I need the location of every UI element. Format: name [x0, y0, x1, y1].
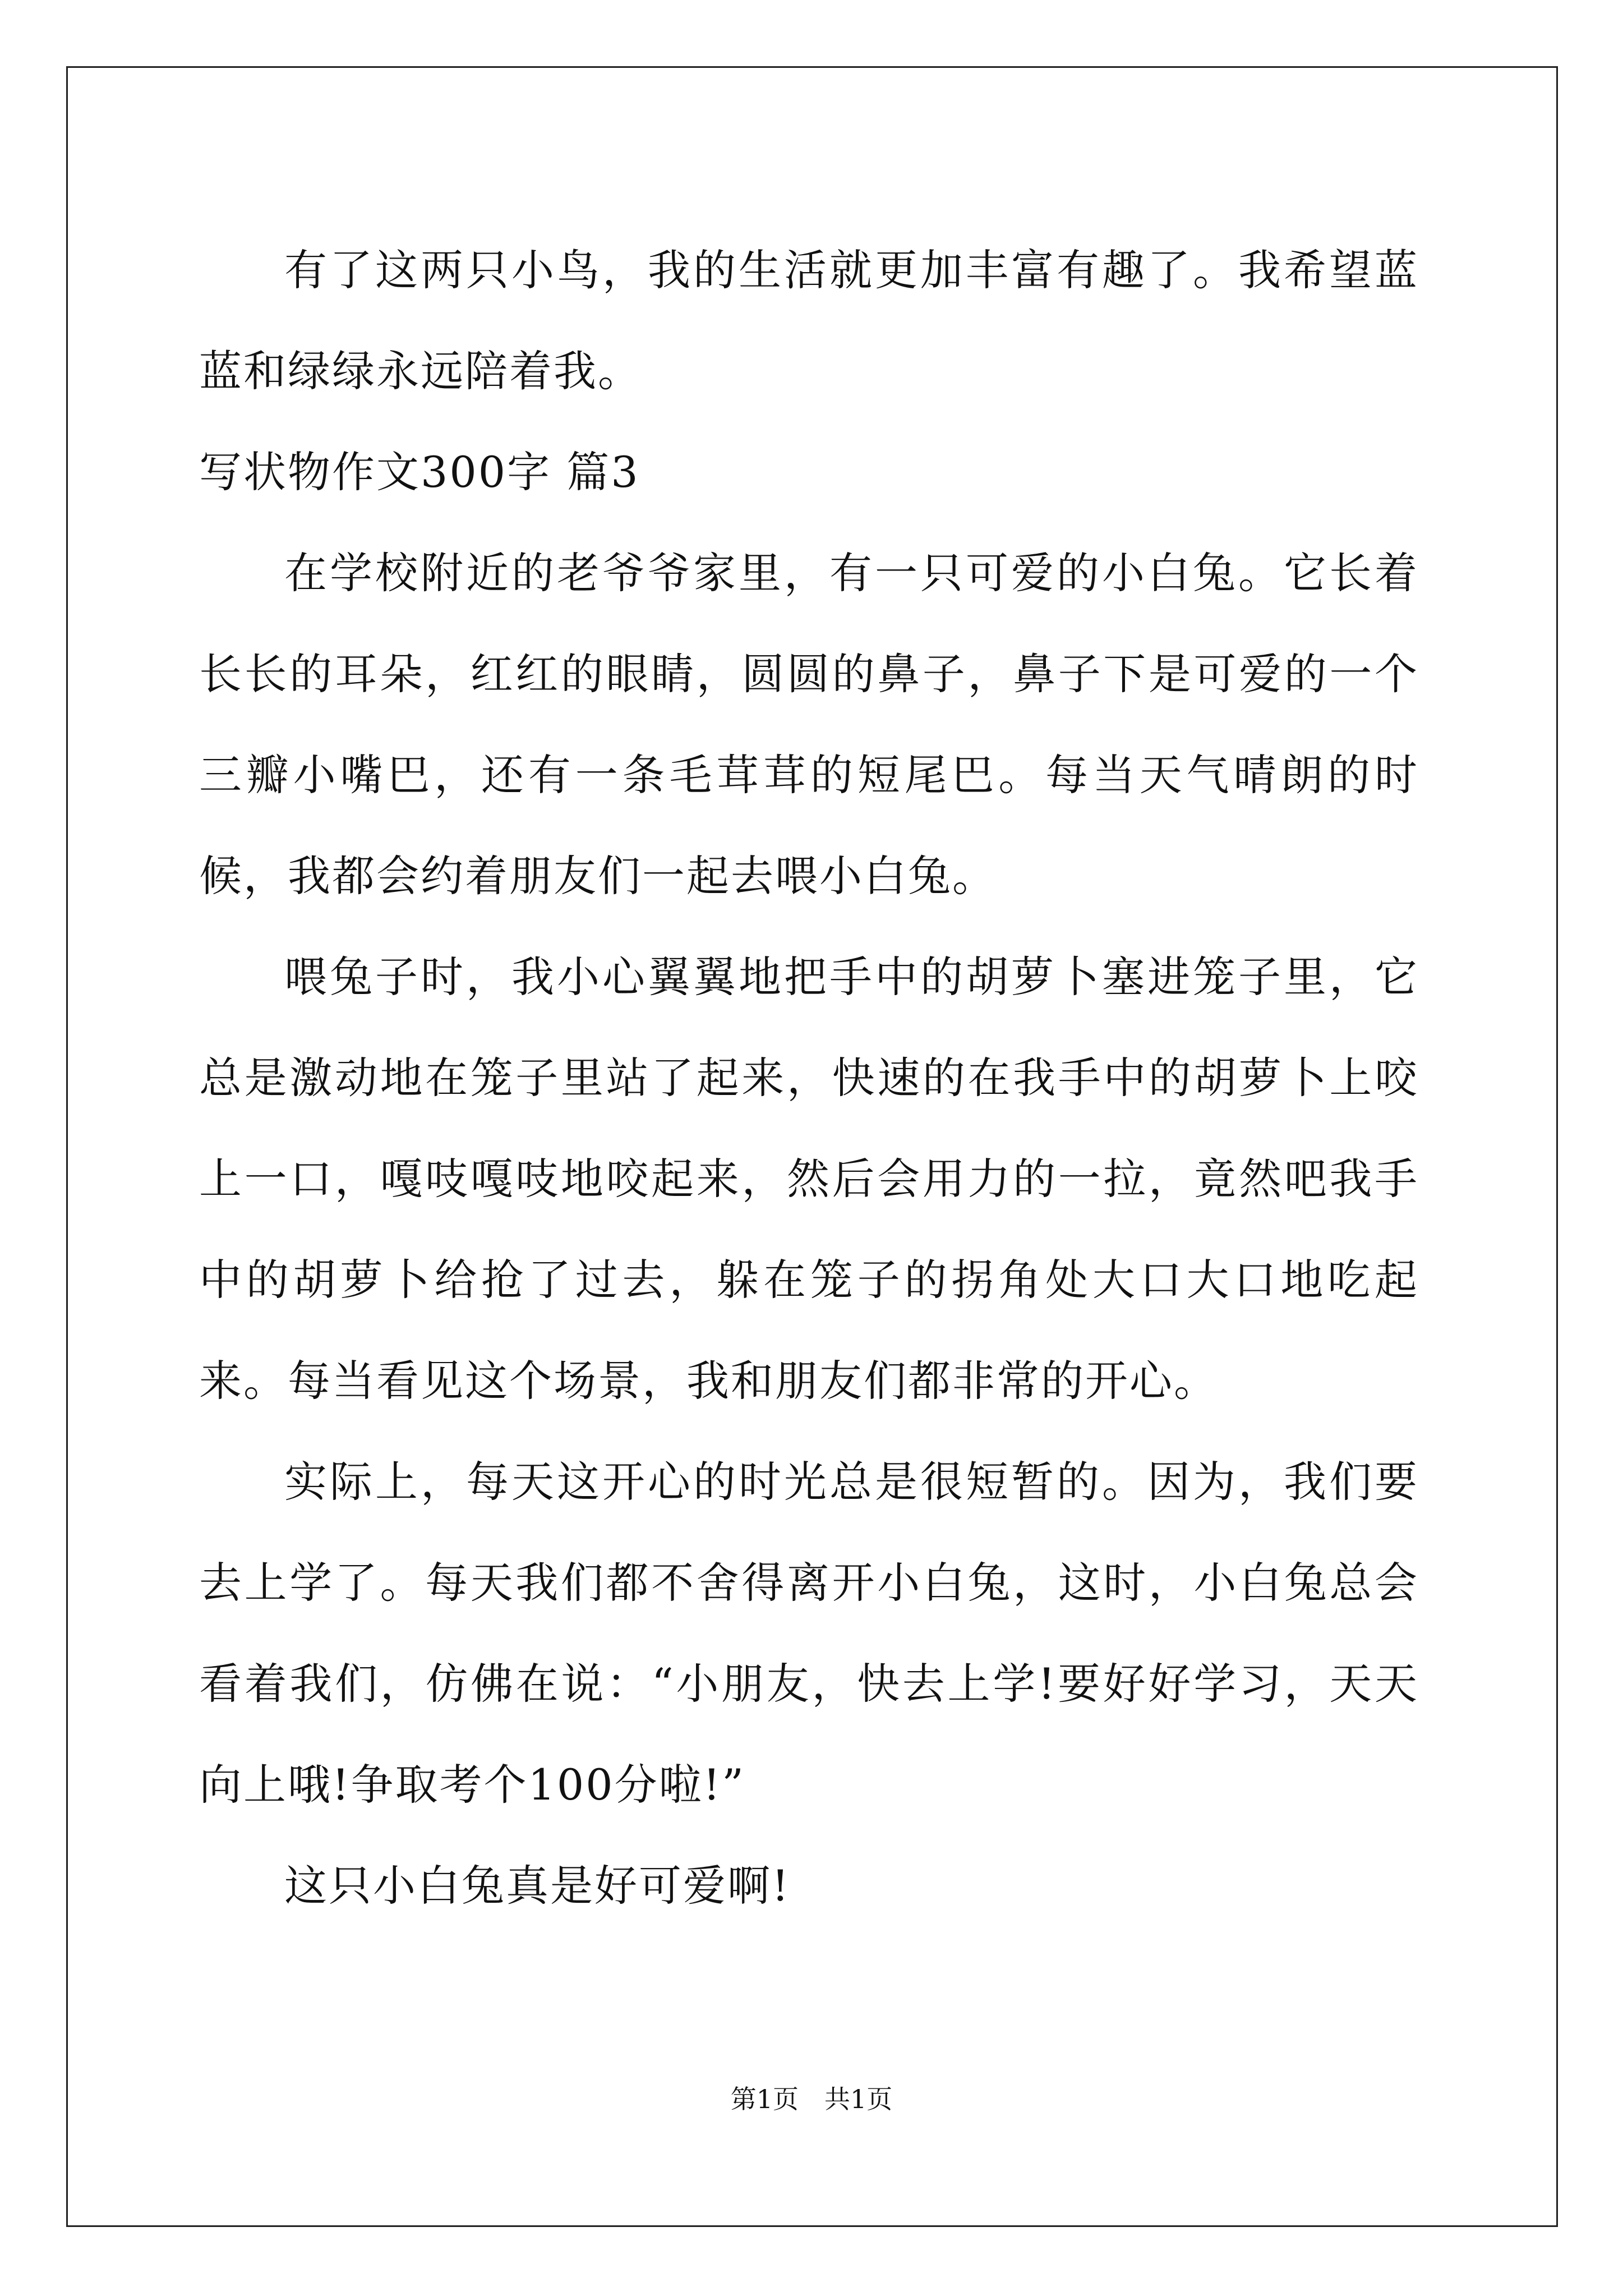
- paragraph-feeding-rabbit: 喂兔子时，我小心翼翼地把手中的胡萝卜塞进笼子里，它总是激动地在笼子里站了起来，快速的在我手中的胡萝卜上咬上一口，嘎吱嘎吱地咬起来，然后会用力的一拉，竟然吧我手中的胡萝卜给抢了过去，躲在笼子的拐角处大口大口地吃起来。每当看见这个场景，我和朋友们都非常的开心。: [199, 952, 1419, 1406]
- document-body: [199, 220, 1419, 1936]
- page-footer: [0, 2082, 1623, 2116]
- paragraph-rabbit-description: 在学校附近的老爷爷家里，有一只可爱的小白兔。它长着长长的耳朵，红红的眼睛，圆圆的鼻子，鼻子下是可爱的一个三瓣小嘴巴，还有一条毛茸茸的短尾巴。每当天气晴朗的时候，我都会约着朋友们一起去喂小白兔。: [199, 548, 1419, 901]
- section-heading: 写状物作文300字 篇3: [199, 447, 640, 497]
- paragraph-conclusion: 这只小白兔真是好可爱啊!: [284, 1861, 791, 1911]
- page-number: 第1页: [730, 2084, 799, 2114]
- paragraph-going-to-school: 实际上，每天这开心的时光总是很短暂的。因为，我们要去上学了。每天我们都不舍得离开小白兔，这时，小白兔总会看着我们，仿佛在说：“小朋友，快去上学!要好好学习，天天向上哦!争取考个100分啦!”: [199, 1457, 1419, 1810]
- page-total: 共1页: [824, 2084, 893, 2114]
- paragraph-closing-birds: 有了这两只小鸟，我的生活就更加丰富有趣了。我希望蓝蓝和绿绿永远陪着我。: [199, 245, 1419, 396]
